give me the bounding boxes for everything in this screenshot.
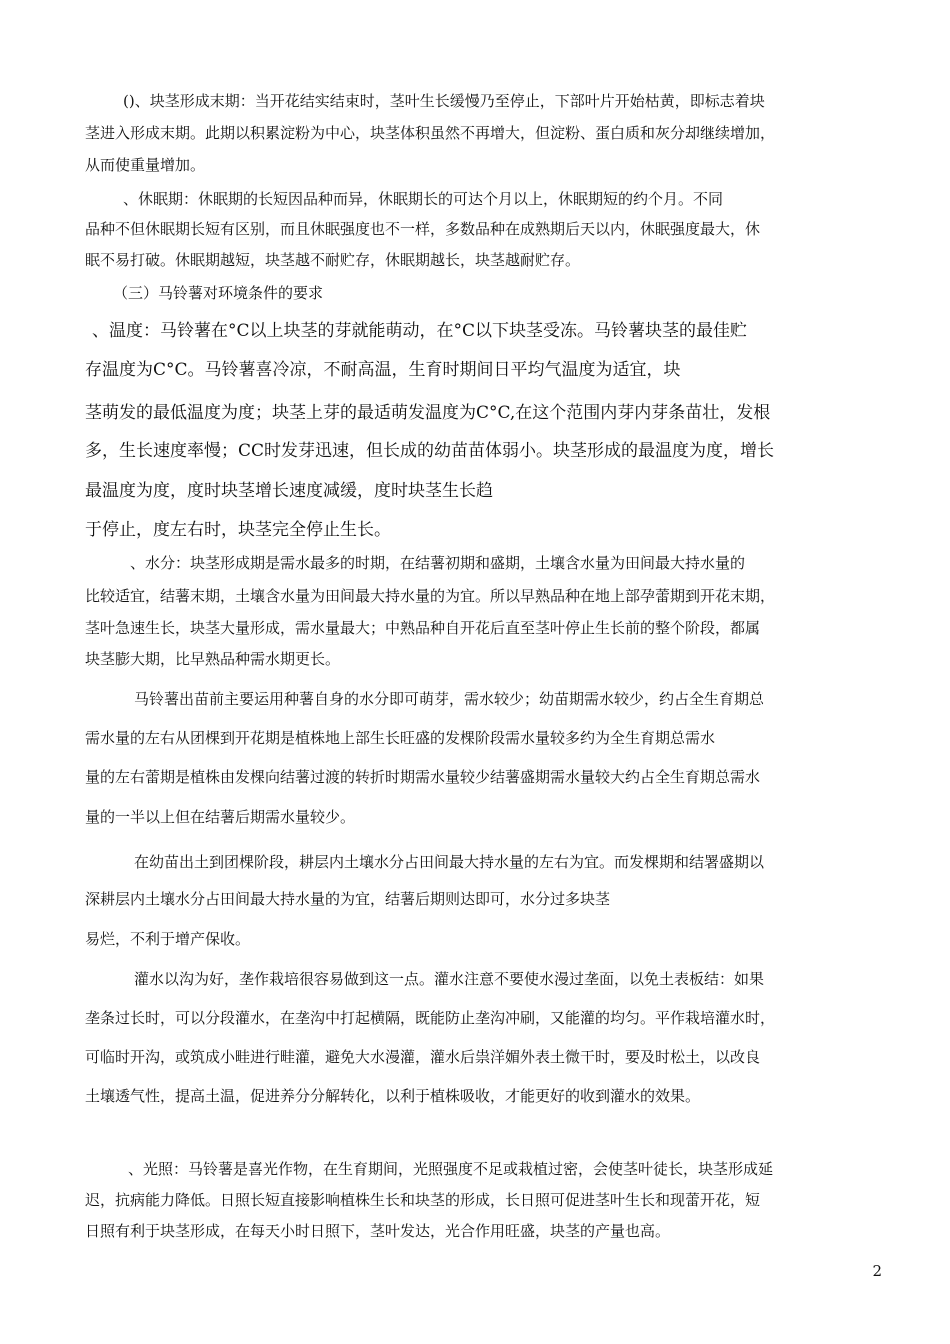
- page-number: 2: [872, 1262, 882, 1280]
- text-line: 量的一半以上但在结薯后期需水量较少。: [85, 808, 356, 826]
- text-line: 、温度：马铃薯在°C以上块茎的芽就能萌动，在°C以下块茎受冻。马铃薯块茎的最佳贮: [92, 321, 748, 341]
- text-line: 可临时开沟，或筑成小畦进行畦灌，避免大水漫灌，灌水后祟洋媚外表土微干时，要及时松土，以改良: [85, 1048, 761, 1066]
- text-line: 品种不但休眠期长短有区别，而且休眠强度也不一样，多数品种在成熟期后天以内，休眠强度最大，休: [85, 220, 761, 238]
- text-line: 块茎膨大期，比早熟品种需水期更长。: [85, 650, 341, 668]
- text-line: 存温度为C°C。马铃薯喜冷凉，不耐高温，生育时期间日平均气温度为适宜，块: [85, 360, 681, 380]
- text-line: 土壤透气性，提高土温，促进养分分解转化，以利于植株吸收，才能更好的收到灌水的效果。: [85, 1087, 701, 1105]
- text-line: 多，生长速度率慢；CC时发芽迅速，但长成的幼苗苗体弱小。块茎形成的最温度为度，增长: [85, 441, 775, 461]
- section-title: （三）马铃薯对环境条件的要求: [113, 284, 324, 302]
- text-line: 深耕层内土壤水分占田间最大持水量的为宜，结薯后期则达即可，水分过多块茎: [85, 890, 611, 908]
- text-line: 茎叶急速生长，块茎大量形成，需水量最大；中熟品种自开花后直至茎叶停止生长前的整个阶段，都属: [85, 619, 761, 637]
- text-line: 需水量的左右从团棵到开花期是植株地上部生长旺盛的发棵阶段需水量较多约为全生育期总需水: [85, 729, 716, 747]
- text-line: 、水分：块茎形成期是需水最多的时期，在结薯初期和盛期，土壤含水量为田间最大持水量的: [130, 554, 746, 572]
- text-line: 比较适宜，结薯末期，土壤含水量为田间最大持水量的为宜。所以早熟品种在地上部孕蕾期到开花末期，: [85, 587, 776, 605]
- text-line: 从而使重量增加。: [85, 156, 206, 174]
- text-line: 马铃薯出苗前主要运用种薯自身的水分即可萌芽，需水较少；幼苗期需水较少，约占全生育期总: [134, 690, 765, 708]
- text-line: ()、块茎形成末期：当开花结实结束时，茎叶生长缓慢乃至停止，下部叶片开始枯黄，即标志着块: [123, 92, 765, 110]
- text-line: 茎进入形成末期。此期以积累淀粉为中心，块茎体积虽然不再增大，但淀粉、蛋白质和灰分却继续增加，: [85, 124, 776, 142]
- text-line: 最温度为度，度时块茎增长速度减缓，度时块茎生长趋: [85, 481, 493, 501]
- text-line: 在幼苗出土到团棵阶段，耕层内土壤水分占田间最大持水量的左右为宜。而发棵期和结署盛期以: [134, 853, 765, 871]
- text-line: 、休眠期：休眠期的长短因品种而异，休眠期长的可达个月以上，休眠期短的约个月。不同: [123, 190, 724, 208]
- text-line: 日照有利于块茎形成，在每天小时日照下，茎叶发达，光合作用旺盛，块茎的产量也高。: [85, 1222, 671, 1240]
- text-line: 、光照：马铃薯是喜光作物，在生育期间，光照强度不足或栽植过密，会使茎叶徒长，块茎形成延: [128, 1160, 774, 1178]
- text-line: 迟，抗病能力降低。日照长短直接影响植株生长和块茎的形成，长日照可促进茎叶生长和现蕾开花，短: [85, 1191, 761, 1209]
- text-line: 眠不易打破。休眠期越短，块茎越不耐贮存，休眠期越长，块茎越耐贮存。: [85, 251, 581, 269]
- text-line: 垄条过长时，可以分段灌水，在垄沟中打起横隔，既能防止垄沟冲刷，又能灌的均匀。平作栽培灌水时，: [85, 1009, 776, 1027]
- text-line: 易烂，不利于增产保收。: [85, 930, 251, 948]
- text-line: 于停止，度左右时，块茎完全停止生长。: [85, 520, 391, 540]
- text-line: 量的左右蕾期是植株由发棵向结薯过渡的转折时期需水量较少结薯盛期需水量较大约占全生育期总需水: [85, 768, 761, 786]
- text-line: 茎萌发的最低温度为度；块茎上芽的最适萌发温度为C°C,在这个范围内芽内芽条苗壮，发根: [85, 403, 771, 423]
- text-line: 灌水以沟为好，垄作栽培很容易做到这一点。灌水注意不要使水漫过垄面，以免土表板结：如果: [134, 970, 765, 988]
